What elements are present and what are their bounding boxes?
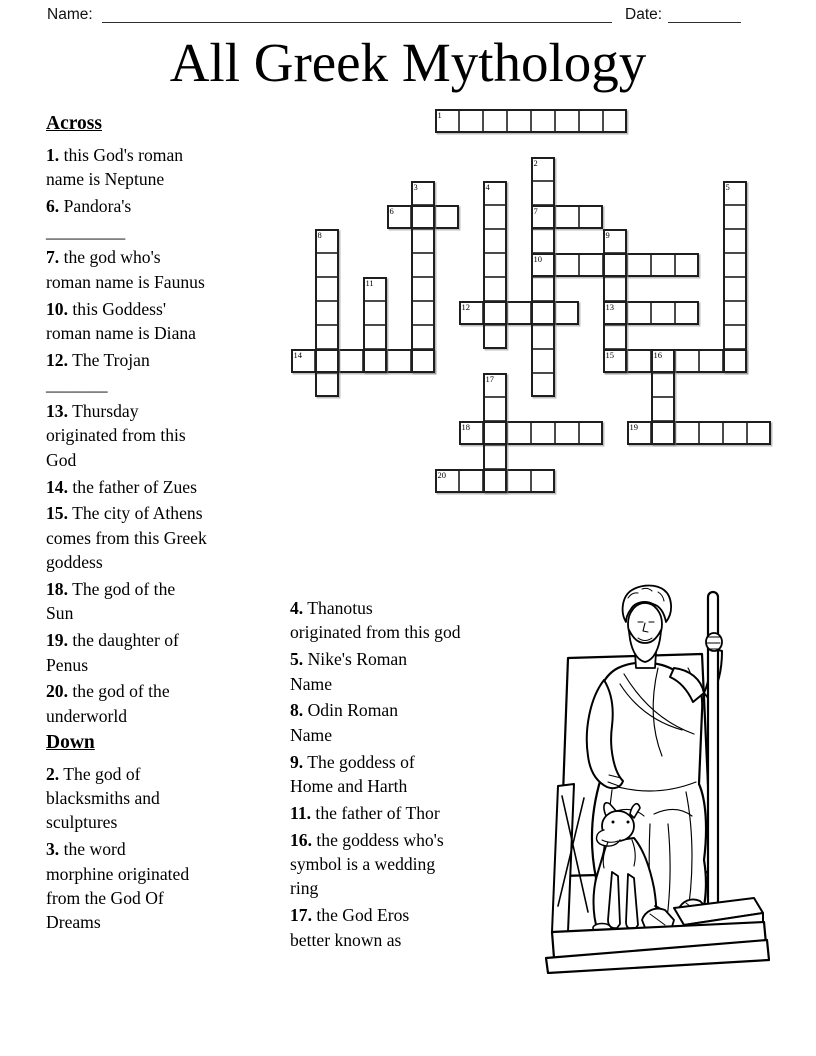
grid-cell[interactable]	[555, 421, 579, 445]
grid-cell[interactable]	[675, 301, 699, 325]
grid-cell[interactable]	[507, 421, 531, 445]
grid-cell[interactable]	[603, 349, 627, 373]
clue-1: 1. this God's roman name is Neptune	[46, 145, 184, 190]
grid-cell[interactable]	[507, 109, 531, 133]
grid-cell[interactable]	[579, 253, 603, 277]
grid-cell[interactable]	[579, 109, 603, 133]
grid-cell[interactable]	[531, 373, 555, 397]
grid-cell[interactable]	[459, 301, 483, 325]
grid-cell[interactable]	[459, 421, 483, 445]
grid-cell[interactable]	[483, 301, 507, 325]
grid-cell[interactable]	[483, 277, 507, 301]
grid-cell[interactable]	[315, 373, 339, 397]
grid-cell[interactable]	[603, 277, 627, 301]
grid-cell[interactable]	[411, 349, 435, 373]
grid-cell[interactable]	[411, 325, 435, 349]
clue-14: 14. the father of Zues	[46, 476, 197, 497]
grid-cell[interactable]	[411, 205, 435, 229]
grid-cell[interactable]	[315, 349, 339, 373]
grid-cell[interactable]	[531, 181, 555, 205]
grid-cell[interactable]	[483, 397, 507, 421]
grid-cell[interactable]	[483, 469, 507, 493]
grid-cell[interactable]	[603, 109, 627, 133]
grid-cell[interactable]	[531, 301, 555, 325]
clue-18: 18. The god of the Sun	[46, 579, 176, 624]
grid-cell[interactable]	[483, 181, 507, 205]
grid-cell[interactable]	[483, 229, 507, 253]
grid-cell[interactable]	[579, 205, 603, 229]
cell-number: 12	[461, 302, 470, 312]
clue-20: 20. the god of the underworld	[46, 681, 170, 726]
grid-cell[interactable]	[723, 205, 747, 229]
grid-cell[interactable]	[555, 109, 579, 133]
clue-10: 10. this Goddess' roman name is Diana	[46, 298, 196, 344]
cell-number: 20	[437, 470, 446, 480]
grid-cell[interactable]	[483, 205, 507, 229]
cell-number: 5	[725, 182, 730, 192]
grid-cell[interactable]	[747, 421, 771, 445]
grid-cell[interactable]	[483, 325, 507, 349]
grid-cell[interactable]	[531, 109, 555, 133]
grid-cell[interactable]	[531, 205, 555, 229]
page-title: All Greek Mythology	[169, 32, 647, 93]
grid-cell[interactable]	[651, 421, 675, 445]
grid-cell[interactable]	[387, 349, 411, 373]
cell-number: 19	[629, 422, 638, 432]
grid-cell[interactable]	[555, 253, 579, 277]
grid-cell[interactable]	[363, 277, 387, 301]
cell-number: 15	[605, 350, 614, 360]
cell-number: 17	[485, 374, 494, 384]
date-fill-line[interactable]	[668, 22, 741, 23]
cell-number: 10	[533, 254, 542, 264]
grid-cell[interactable]	[627, 253, 651, 277]
cell-number: 4	[485, 182, 490, 192]
cell-number: 9	[605, 230, 610, 240]
grid-cell[interactable]	[363, 349, 387, 373]
grid-cell[interactable]	[651, 397, 675, 421]
grid-cell[interactable]	[363, 325, 387, 349]
cell-number: 14	[293, 350, 302, 360]
grid-cell[interactable]	[651, 373, 675, 397]
clue-4: 4. Thanotus originated from this god	[290, 598, 461, 643]
grid-cell[interactable]	[651, 349, 675, 373]
grid-cell[interactable]	[411, 301, 435, 325]
grid-cell[interactable]	[699, 349, 723, 373]
grid-cell[interactable]	[627, 349, 651, 373]
cell-number: 6	[389, 206, 394, 216]
grid-cell[interactable]	[603, 229, 627, 253]
cell-number: 13	[605, 302, 614, 312]
clue-12: 12. The Trojan _______	[46, 349, 150, 395]
clue-column-1	[46, 112, 280, 937]
grid-cell[interactable]	[435, 205, 459, 229]
grid-cell[interactable]	[675, 421, 699, 445]
grid-cell[interactable]	[483, 445, 507, 469]
grid-cell[interactable]	[435, 469, 459, 493]
clue-6: 6. Pandora's _________	[46, 196, 132, 241]
date-label: Date:	[625, 6, 663, 23]
cell-number: 3	[413, 182, 418, 192]
grid-cell[interactable]	[723, 253, 747, 277]
name-label: Name:	[47, 6, 93, 23]
name-fill-line[interactable]	[102, 22, 612, 23]
cell-number: 16	[653, 350, 662, 360]
grid-cell[interactable]	[411, 181, 435, 205]
clue-8: 8. Odin Roman Name	[290, 700, 399, 745]
cell-number: 7	[533, 206, 538, 216]
grid-cell[interactable]	[531, 469, 555, 493]
grid-cell[interactable]	[627, 421, 651, 445]
grid-cell[interactable]	[315, 253, 339, 277]
clue-13: 13. Thursday originated from this God	[46, 401, 186, 470]
grid-cell[interactable]	[459, 109, 483, 133]
grid-cell[interactable]	[363, 301, 387, 325]
grid-cell[interactable]	[579, 421, 603, 445]
grid-cell[interactable]	[603, 325, 627, 349]
cell-number: 18	[461, 422, 470, 432]
grid-cell[interactable]	[555, 205, 579, 229]
grid-cell[interactable]	[723, 301, 747, 325]
clue-19: 19. the daughter of Penus	[46, 630, 179, 675]
grid-cell[interactable]	[603, 253, 627, 277]
grid-cell[interactable]	[699, 421, 723, 445]
clue-7: 7. the god who's roman name is Faunus	[46, 247, 205, 292]
section-header-down: Down	[46, 731, 95, 753]
cell-number: 1	[437, 110, 442, 120]
grid-cell[interactable]	[483, 421, 507, 445]
clue-9: 9. The goddess of Home and Harth	[290, 751, 415, 797]
cell-number: 11	[365, 278, 374, 288]
grid-cell[interactable]	[411, 229, 435, 253]
grid-cell[interactable]	[723, 229, 747, 253]
grid-cell[interactable]	[531, 421, 555, 445]
grid-cell[interactable]	[435, 109, 459, 133]
grid-cell[interactable]	[531, 277, 555, 301]
grid-cell[interactable]	[459, 469, 483, 493]
zeus-statue-illustration	[538, 576, 770, 974]
grid-cell[interactable]	[315, 301, 339, 325]
grid-cell[interactable]	[531, 157, 555, 181]
clue-11: 11. the father of Thor	[290, 802, 440, 823]
grid-cell[interactable]	[675, 349, 699, 373]
grid-cell[interactable]	[483, 109, 507, 133]
clue-16: 16. the goddess who's symbol is a wedding ring	[290, 829, 444, 899]
grid-cell[interactable]	[603, 301, 627, 325]
grid-cell[interactable]	[675, 253, 699, 277]
grid-cell[interactable]	[555, 301, 579, 325]
cell-number: 8	[317, 230, 322, 240]
grid-cell[interactable]	[723, 325, 747, 349]
clue-15: 15. The city of Athens comes from this Greek goddess	[46, 503, 207, 573]
grid-cell[interactable]	[507, 469, 531, 493]
grid-cell[interactable]	[411, 253, 435, 277]
grid-cell[interactable]	[531, 325, 555, 349]
grid-cell[interactable]	[291, 349, 315, 373]
grid-cell[interactable]	[507, 301, 531, 325]
clue-5: 5. Nike's Roman Name	[290, 649, 408, 694]
grid-cell[interactable]	[723, 277, 747, 301]
grid-cell[interactable]	[411, 277, 435, 301]
grid-cell[interactable]	[531, 253, 555, 277]
grid-cell[interactable]	[315, 325, 339, 349]
cell-number: 2	[533, 158, 538, 168]
crossword-grid	[291, 109, 771, 493]
grid-cell[interactable]	[651, 301, 675, 325]
grid-cell[interactable]	[531, 229, 555, 253]
grid-cell[interactable]	[483, 253, 507, 277]
grid-cell[interactable]	[723, 181, 747, 205]
clue-17: 17. the God Eros better known as	[290, 905, 410, 950]
section-header-across: Across	[46, 113, 102, 134]
grid-cell[interactable]	[315, 277, 339, 301]
grid-cell[interactable]	[531, 349, 555, 373]
grid-cell[interactable]	[627, 301, 651, 325]
grid-cell[interactable]	[315, 229, 339, 253]
grid-cell[interactable]	[651, 253, 675, 277]
grid-cell[interactable]	[483, 373, 507, 397]
clue-2: 2. The god of blacksmiths and sculptures	[46, 763, 160, 833]
clue-3: 3. the word morphine originated from the God Of Dreams	[46, 839, 190, 933]
grid-cell[interactable]	[723, 349, 747, 373]
grid-cell[interactable]	[339, 349, 363, 373]
grid-cell[interactable]	[387, 205, 411, 229]
grid-cell[interactable]	[723, 421, 747, 445]
clue-column-2	[290, 596, 542, 954]
